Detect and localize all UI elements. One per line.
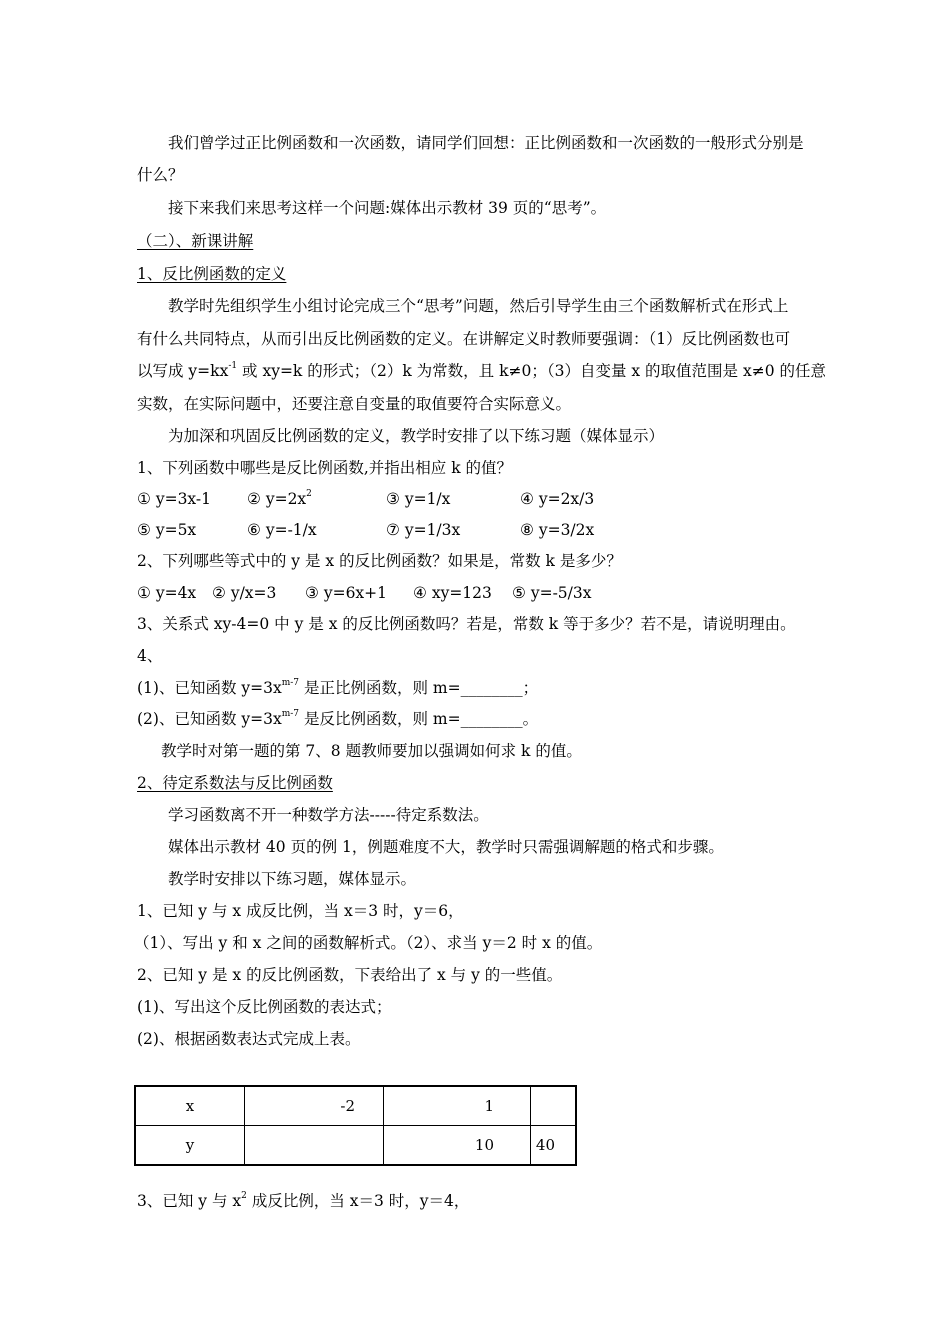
q2-item2: ② y/x=3 [212, 584, 277, 602]
q1-row1-item2-exp: 2 [306, 488, 312, 499]
s1-note: 教学时对第一题的第 7、8 题教师要加以强调如何求 k 的值。 [161, 742, 582, 760]
q4-part1-pre: (1)、已知函数 y=3x [137, 679, 282, 697]
exercise3-exp: 2 [241, 1190, 247, 1201]
q1-row1-item1: ① y=3x-1 [137, 490, 211, 508]
q1-row2-item2: ⑥ y=-1/x [247, 521, 317, 539]
q1-row2-item3: ⑦ y=1/3x [386, 521, 461, 539]
s1-heading: 1、反比例函数的定义 [137, 265, 287, 283]
s1-para-line4: 实数，在实际问题中，还要注意自变量的取值要符合实际意义。 [137, 395, 572, 413]
table-cell [531, 1086, 577, 1126]
table-cell: -2 [245, 1086, 384, 1126]
table-cell [245, 1126, 384, 1166]
s1-para-line3-b: 或 xy=k 的形式；（2）k 为常数，且 k≠0；（3）自变量 x 的取值范围是 x≠0 的任意 [237, 362, 827, 380]
q4-part1 [137, 678, 538, 698]
q1-row1-item2-text: ② y=2x [247, 490, 307, 508]
table-cell: 10 [384, 1126, 531, 1166]
xy-value-table [134, 1085, 577, 1166]
q2-item1: ① y=4x [137, 584, 197, 602]
table-cell: 1 [384, 1086, 531, 1126]
s1-para-line2: 有什么共同特点，从而引出反比例函数的定义。在讲解定义时教师要强调：（1）反比例函数也可 [137, 330, 791, 348]
exercise3-pre: 3、已知 y 与 x [137, 1192, 242, 1210]
q2-item4: ④ xy=123 [413, 584, 492, 602]
s2-p1: 学习函数离不开一种数学方法-----待定系数法。 [168, 806, 489, 824]
s2-heading: 2、待定系数法与反比例函数 [137, 774, 333, 792]
q2-item5: ⑤ y=-5/3x [512, 584, 592, 602]
table-row-y [135, 1126, 576, 1166]
q4: 4、 [137, 647, 163, 665]
q4-part1-exp: m-7 [281, 677, 300, 688]
q4-part2 [137, 709, 538, 729]
q4-part2-post: 是反比例函数，则 m=________。 [299, 710, 539, 728]
q1-row1-item3: ③ y=1/x [386, 490, 451, 508]
exercise1-sub: （1）、写出 y 和 x 之间的函数解析式。（2）、求当 y＝2 时 x 的值。 [134, 934, 603, 952]
table-cell: y [135, 1126, 245, 1166]
exercise1: 1、已知 y 与 x 成反比例，当 x＝3 时，y＝6， [137, 902, 464, 920]
s2-p3: 教学时安排以下练习题，媒体显示。 [168, 870, 417, 888]
s1-para-line3 [137, 361, 826, 381]
exercise3 [137, 1191, 469, 1211]
exercise3-post: 成反比例，当 x＝3 时，y＝4， [246, 1192, 470, 1210]
q1-row1-item2 [247, 489, 312, 509]
q4-part2-pre: (2)、已知函数 y=3x [137, 710, 282, 728]
q1-row2-item1: ⑤ y=5x [137, 521, 197, 539]
q4-part1-post: 是正比例函数，则 m=________； [299, 679, 539, 697]
q1-row2-item4: ⑧ y=3/2x [520, 521, 595, 539]
q4-part2-exp: m-7 [281, 708, 300, 719]
s1-para-line3-exp: -1 [228, 360, 238, 371]
intro-p1-line2: 什么？ [137, 166, 184, 184]
table-row-x [135, 1086, 576, 1126]
exercise2: 2、已知 y 是 x 的反比例函数，下表给出了 x 与 y 的一些值。 [137, 966, 563, 984]
intro-p1-line1: 我们曾学过正比例函数和一次函数，请同学们回想：正比例函数和一次函数的一般形式分别是 [168, 134, 804, 152]
q3: 3、关系式 xy-4=0 中 y 是 x 的反比例函数吗？若是，常数 k 等于多少？若不是，请说明理由。 [137, 615, 796, 633]
q2-item3: ③ y=6x+1 [305, 584, 388, 602]
s2-p2: 媒体出示教材 40 页的例 1，例题难度不大，教学时只需强调解题的格式和步骤。 [168, 838, 724, 856]
intro-p2: 接下来我们来思考这样一个问题:媒体出示教材 39 页的“思考”。 [168, 199, 607, 217]
exercise2-part2: (2)、根据函数表达式完成上表。 [137, 1030, 361, 1048]
s1-para-line3-a: 以写成 y=kx [137, 362, 229, 380]
s1-para-line1: 教学时先组织学生小组讨论完成三个“思考”问题，然后引导学生由三个函数解析式在形式上 [168, 297, 789, 315]
q1-row1-item4: ④ y=2x/3 [520, 490, 595, 508]
table-cell: x [135, 1086, 245, 1126]
q1: 1、下列函数中哪些是反比例函数,并指出相应 k 的值？ [137, 459, 513, 477]
table-cell: 40 [531, 1126, 577, 1166]
q2: 2、下列哪些等式中的 y 是 x 的反比例函数？如果是，常数 k 是多少？ [137, 552, 622, 570]
s1-practice-intro: 为加深和巩固反比例函数的定义，教学时安排了以下练习题（媒体显示） [168, 427, 665, 445]
exercise2-part1: (1)、写出这个反比例函数的表达式； [137, 998, 392, 1016]
section-heading-new-lesson: （二）、新课讲解 [137, 232, 254, 250]
